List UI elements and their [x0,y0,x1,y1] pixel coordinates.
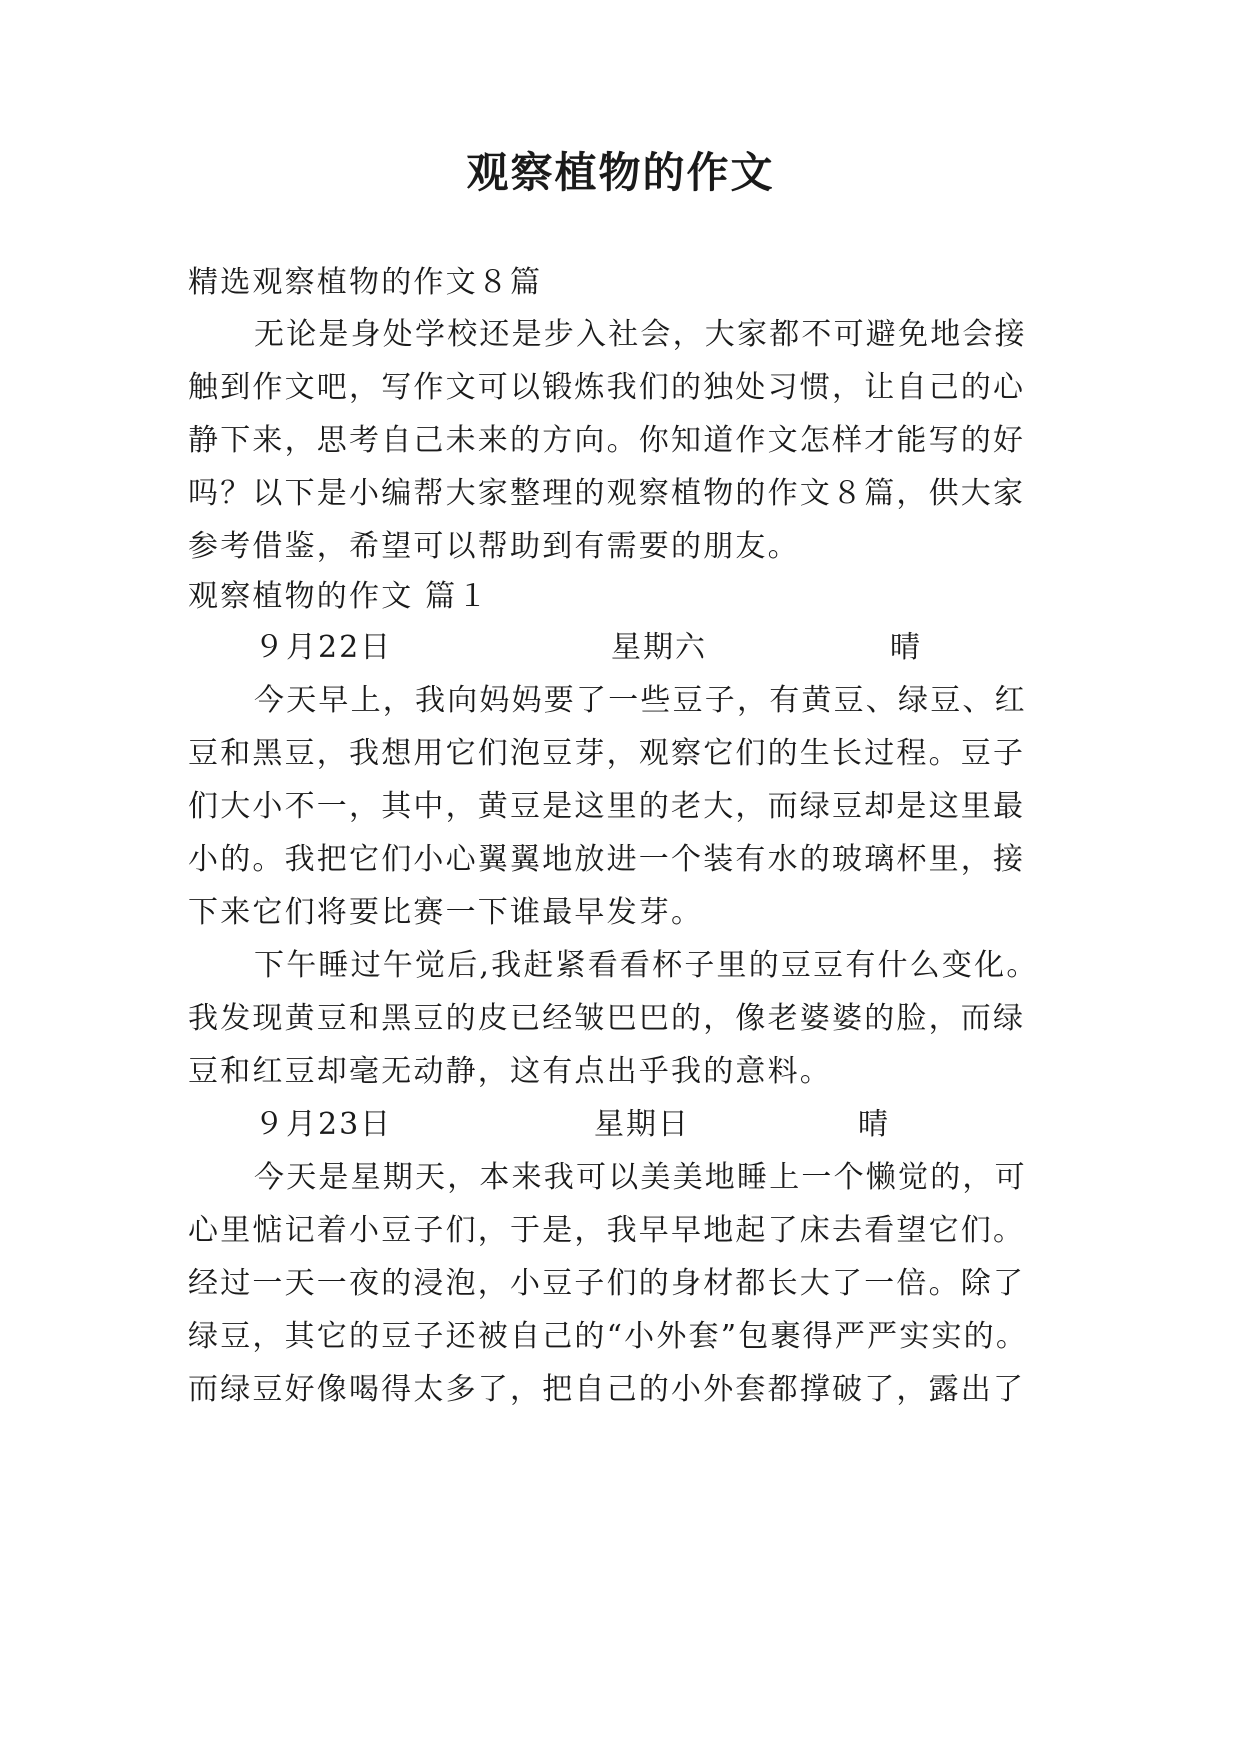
diary-weather: 晴 [858,1107,890,1142]
paragraph-line: 下午睡过午觉后,我赶紧看看杯子里的豆豆有什么变化。 [254,948,1039,983]
diary-date: ９月22日 [254,630,393,665]
diary-date: ９月23日 [254,1107,393,1142]
paragraph-line: 们大小不一，其中，黄豆是这里的老大，而绿豆却是这里最 [188,789,1026,824]
paragraph-line: 下来它们将要比赛一下谁最早发芽。 [188,895,704,930]
diary-weather: 晴 [890,630,922,665]
intro-line: 吗？以下是小编帮大家整理的观察植物的作文８篇，供大家 [188,476,1026,511]
paragraph-line: 今天早上，我向妈妈要了一些豆子，有黄豆、绿豆、红 [254,683,1027,718]
diary-weekday: 星期日 [594,1107,690,1142]
diary-weekday: 星期六 [611,630,707,665]
subtitle: 精选观察植物的作文８篇 [188,265,543,300]
paragraph-line: 今天是星期天，本来我可以美美地睡上一个懒觉的，可 [254,1160,1027,1195]
intro-line: 无论是身处学校还是步入社会，大家都不可避免地会接 [254,317,1027,352]
intro-line: 触到作文吧，写作文可以锻炼我们的独处习惯，让自己的心 [188,370,1026,405]
paragraph-line: 绿豆，其它的豆子还被自己的“小外套”包裹得严严实实的。 [188,1319,1029,1354]
intro-line: 静下来，思考自己未来的方向。你知道作文怎样才能写的好 [188,423,1026,458]
diary-date-row [254,1107,1014,1144]
document-title: 观察植物的作文 [466,148,775,197]
paragraph-line: 豆和红豆却毫无动静，这有点出乎我的意料。 [188,1054,832,1089]
intro-line: 参考借鉴，希望可以帮助到有需要的朋友。 [188,529,800,564]
paragraph-line: 而绿豆好像喝得太多了，把自己的小外套都撑破了，露出了 [188,1372,1026,1407]
paragraph-line: 我发现黄豆和黑豆的皮已经皱巴巴的，像老婆婆的脸，而绿 [188,1001,1026,1036]
paragraph-line: 豆和黑豆，我想用它们泡豆芽，观察它们的生长过程。豆子 [188,736,1026,771]
paragraph-line: 小的。我把它们小心翼翼地放进一个装有水的玻璃杯里，接 [188,842,1026,877]
paragraph-line: 经过一天一夜的浸泡，小豆子们的身材都长大了一倍。除了 [188,1266,1026,1301]
diary-date-row [254,630,1014,667]
paragraph-line: 心里惦记着小豆子们，于是，我早早地起了床去看望它们。 [188,1213,1026,1248]
section-heading: 观察植物的作文 篇１ [188,579,490,614]
